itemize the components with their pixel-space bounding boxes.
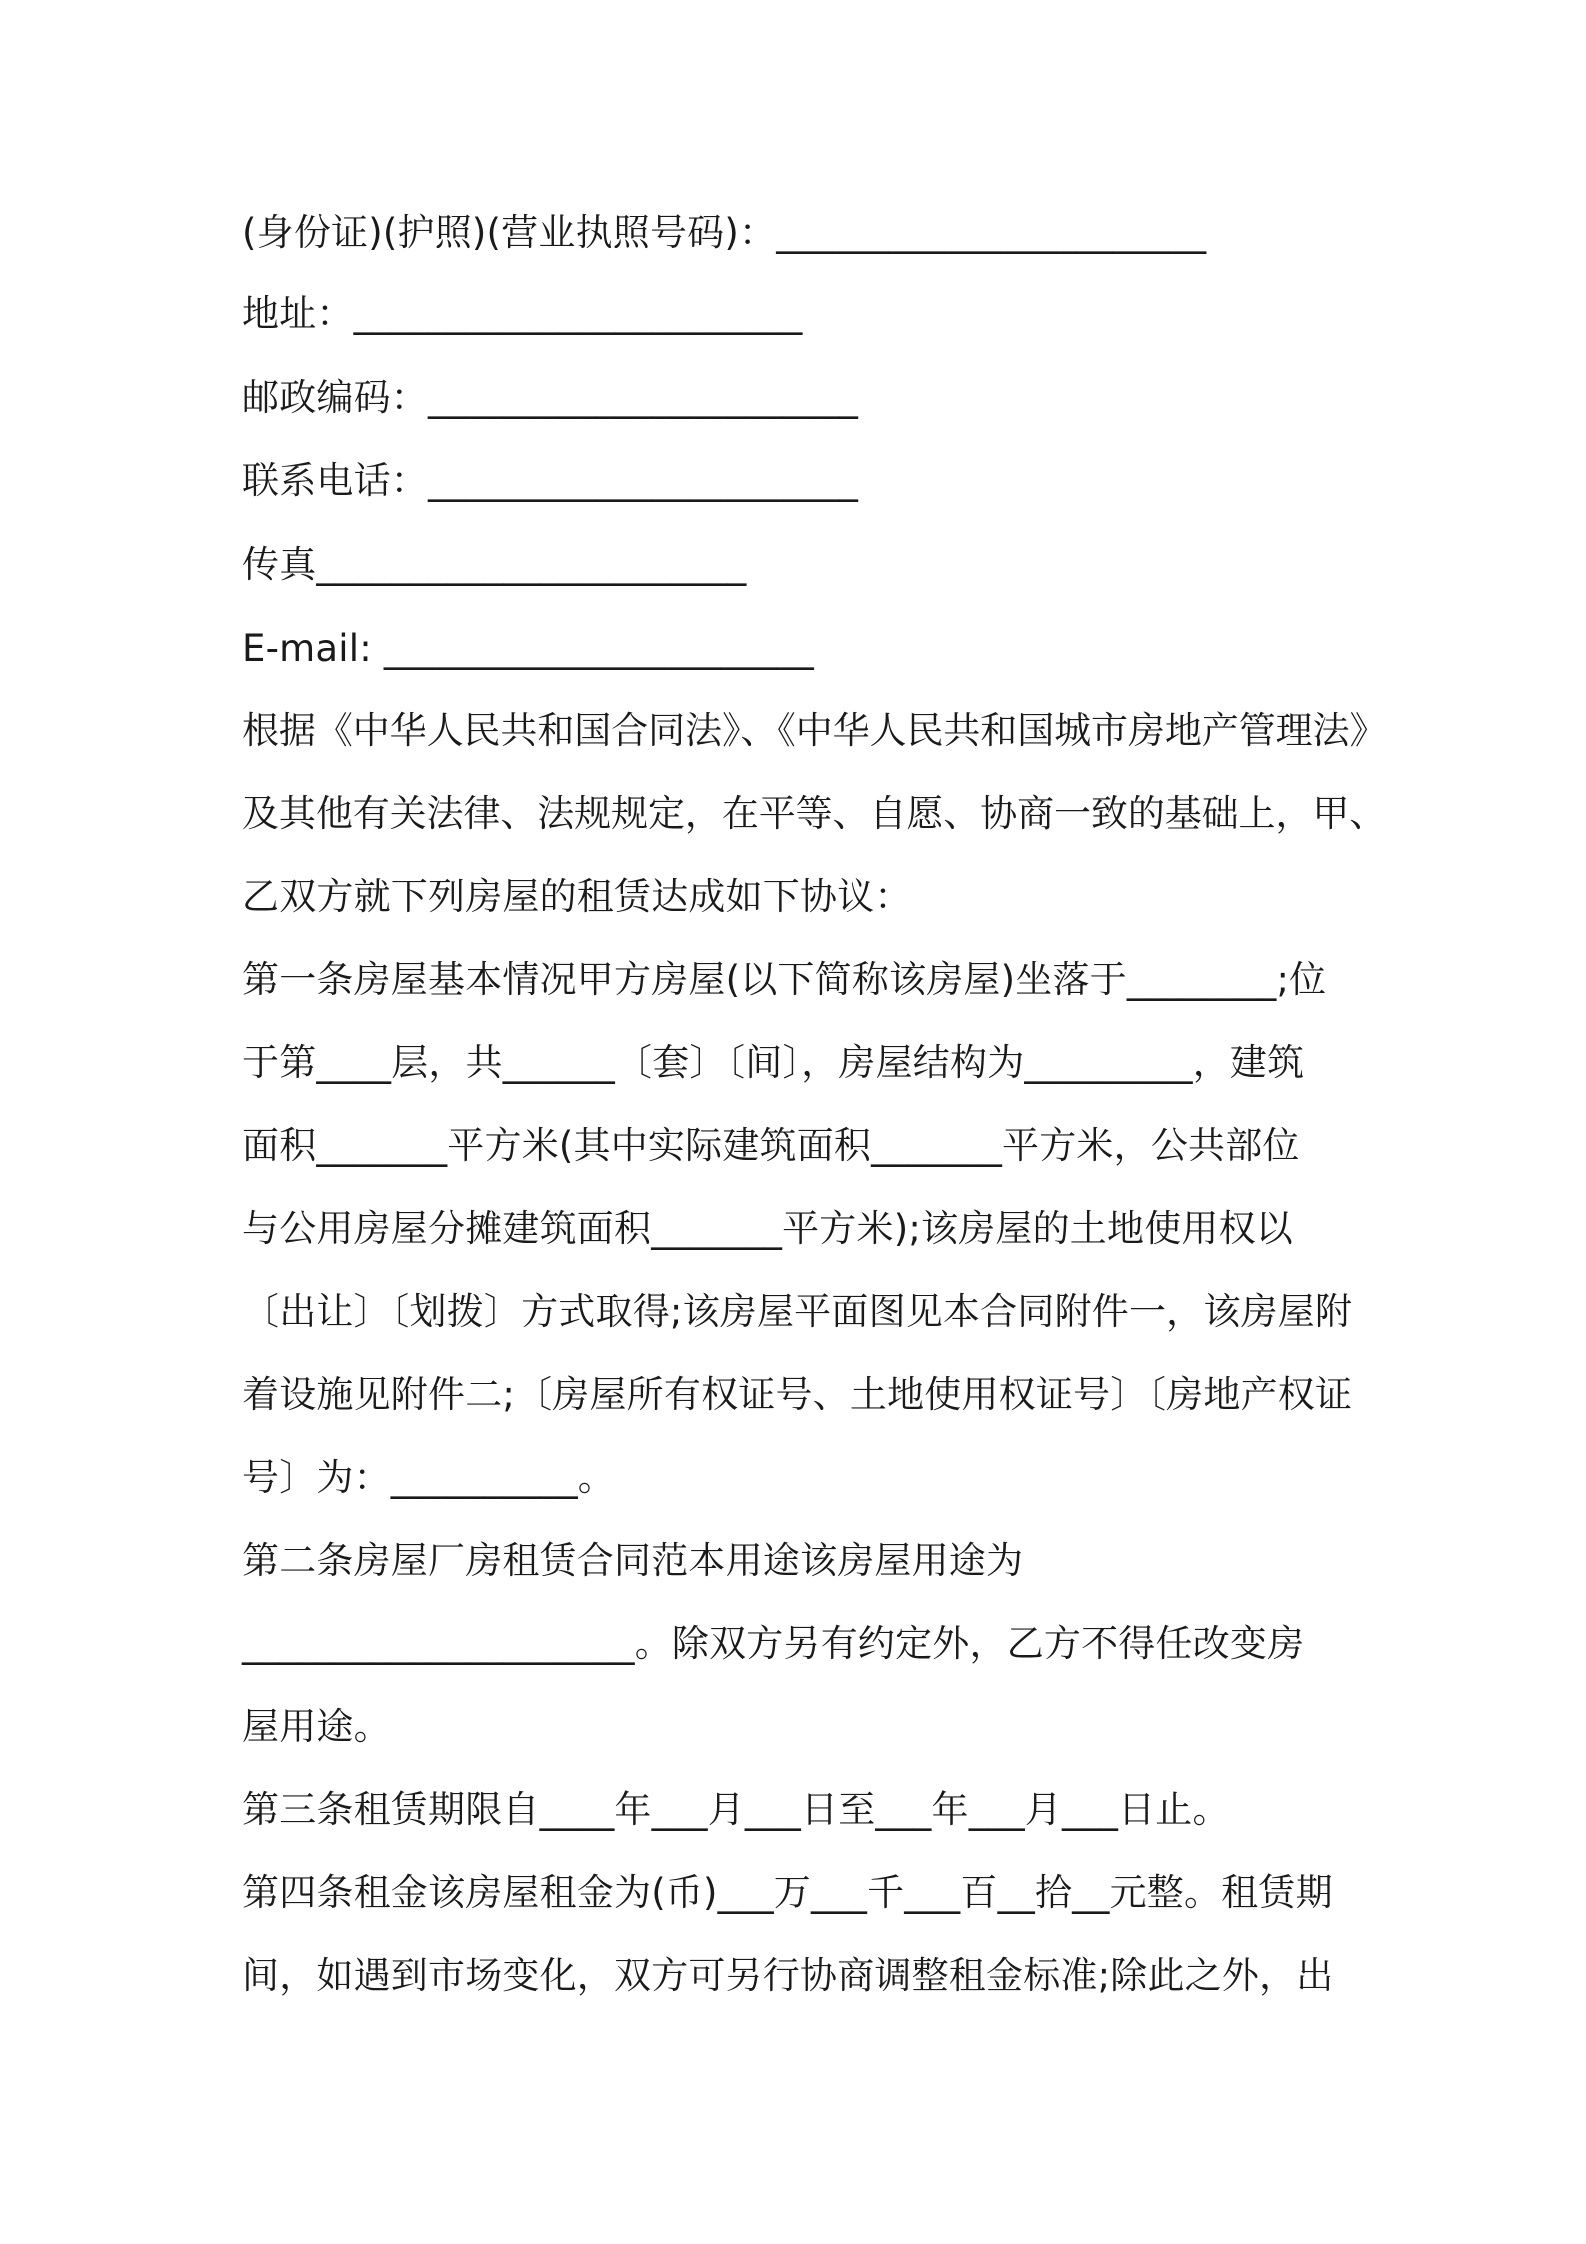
article-1-line-5: 〔出让〕〔划拨〕方式取得;该房屋平面图见本合同附件一，该房屋附 [242,1290,1353,1333]
article-2-line-1: 第二条房屋厂房租赁合同范本用途该房屋用途为 [242,1539,1024,1582]
preamble-line-1: 根据《中华人民共和国合同法》、《中华人民共和国城市房地产管理法》 [242,709,1387,752]
article-4-line-1: 第四条租金该房屋租金为(币)___万___千___百__拾__元整。租赁期 [242,1871,1333,1914]
article-1-line-6: 着设施见附件二;〔房屋所有权证号、土地使用权证号〕〔房地产权证 [242,1373,1353,1416]
email-line: E-mail: _______________________ [242,627,814,670]
article-2-line-2: _____________________。除双方另有约定外，乙方不得任改变房 [242,1622,1305,1665]
phone-line: 联系电话：_______________________ [242,459,859,502]
preamble-line-3: 乙双方就下列房屋的租赁达成如下协议： [242,875,912,918]
article-1-line-4: 与公用房屋分摊建筑面积_______平方米);该房屋的土地使用权以 [242,1207,1293,1250]
id-number-line: (身份证)(护照)(营业执照号码)：_______________________ [242,211,1207,254]
address-line: 地址：________________________ [242,292,803,335]
article-4-line-2: 间，如遇到市场变化，双方可另行协商调整租金标准;除此之外，出 [242,1954,1334,1997]
article-1-line-7: 号〕为：__________。 [242,1456,615,1499]
article-1-line-3: 面积_______平方米(其中实际建筑面积_______平方米，公共部位 [242,1124,1300,1167]
article-1-line-1: 第一条房屋基本情况甲方房屋(以下简称该房屋)坐落于________;位 [242,958,1327,1001]
fax-line: 传真_______________________ [242,543,747,586]
preamble-line-2: 及其他有关法律、法规规定，在平等、自愿、协商一致的基础上，甲、 [242,792,1387,835]
article-2-line-3: 屋用途。 [242,1705,391,1748]
article-3-line-1: 第三条租赁期限自____年___月___日至___年___月___日止。 [242,1788,1230,1831]
postal-code-line: 邮政编码：_______________________ [242,376,859,419]
article-1-line-2: 于第____层，共______〔套〕〔间〕，房屋结构为_________，建筑 [242,1041,1305,1084]
